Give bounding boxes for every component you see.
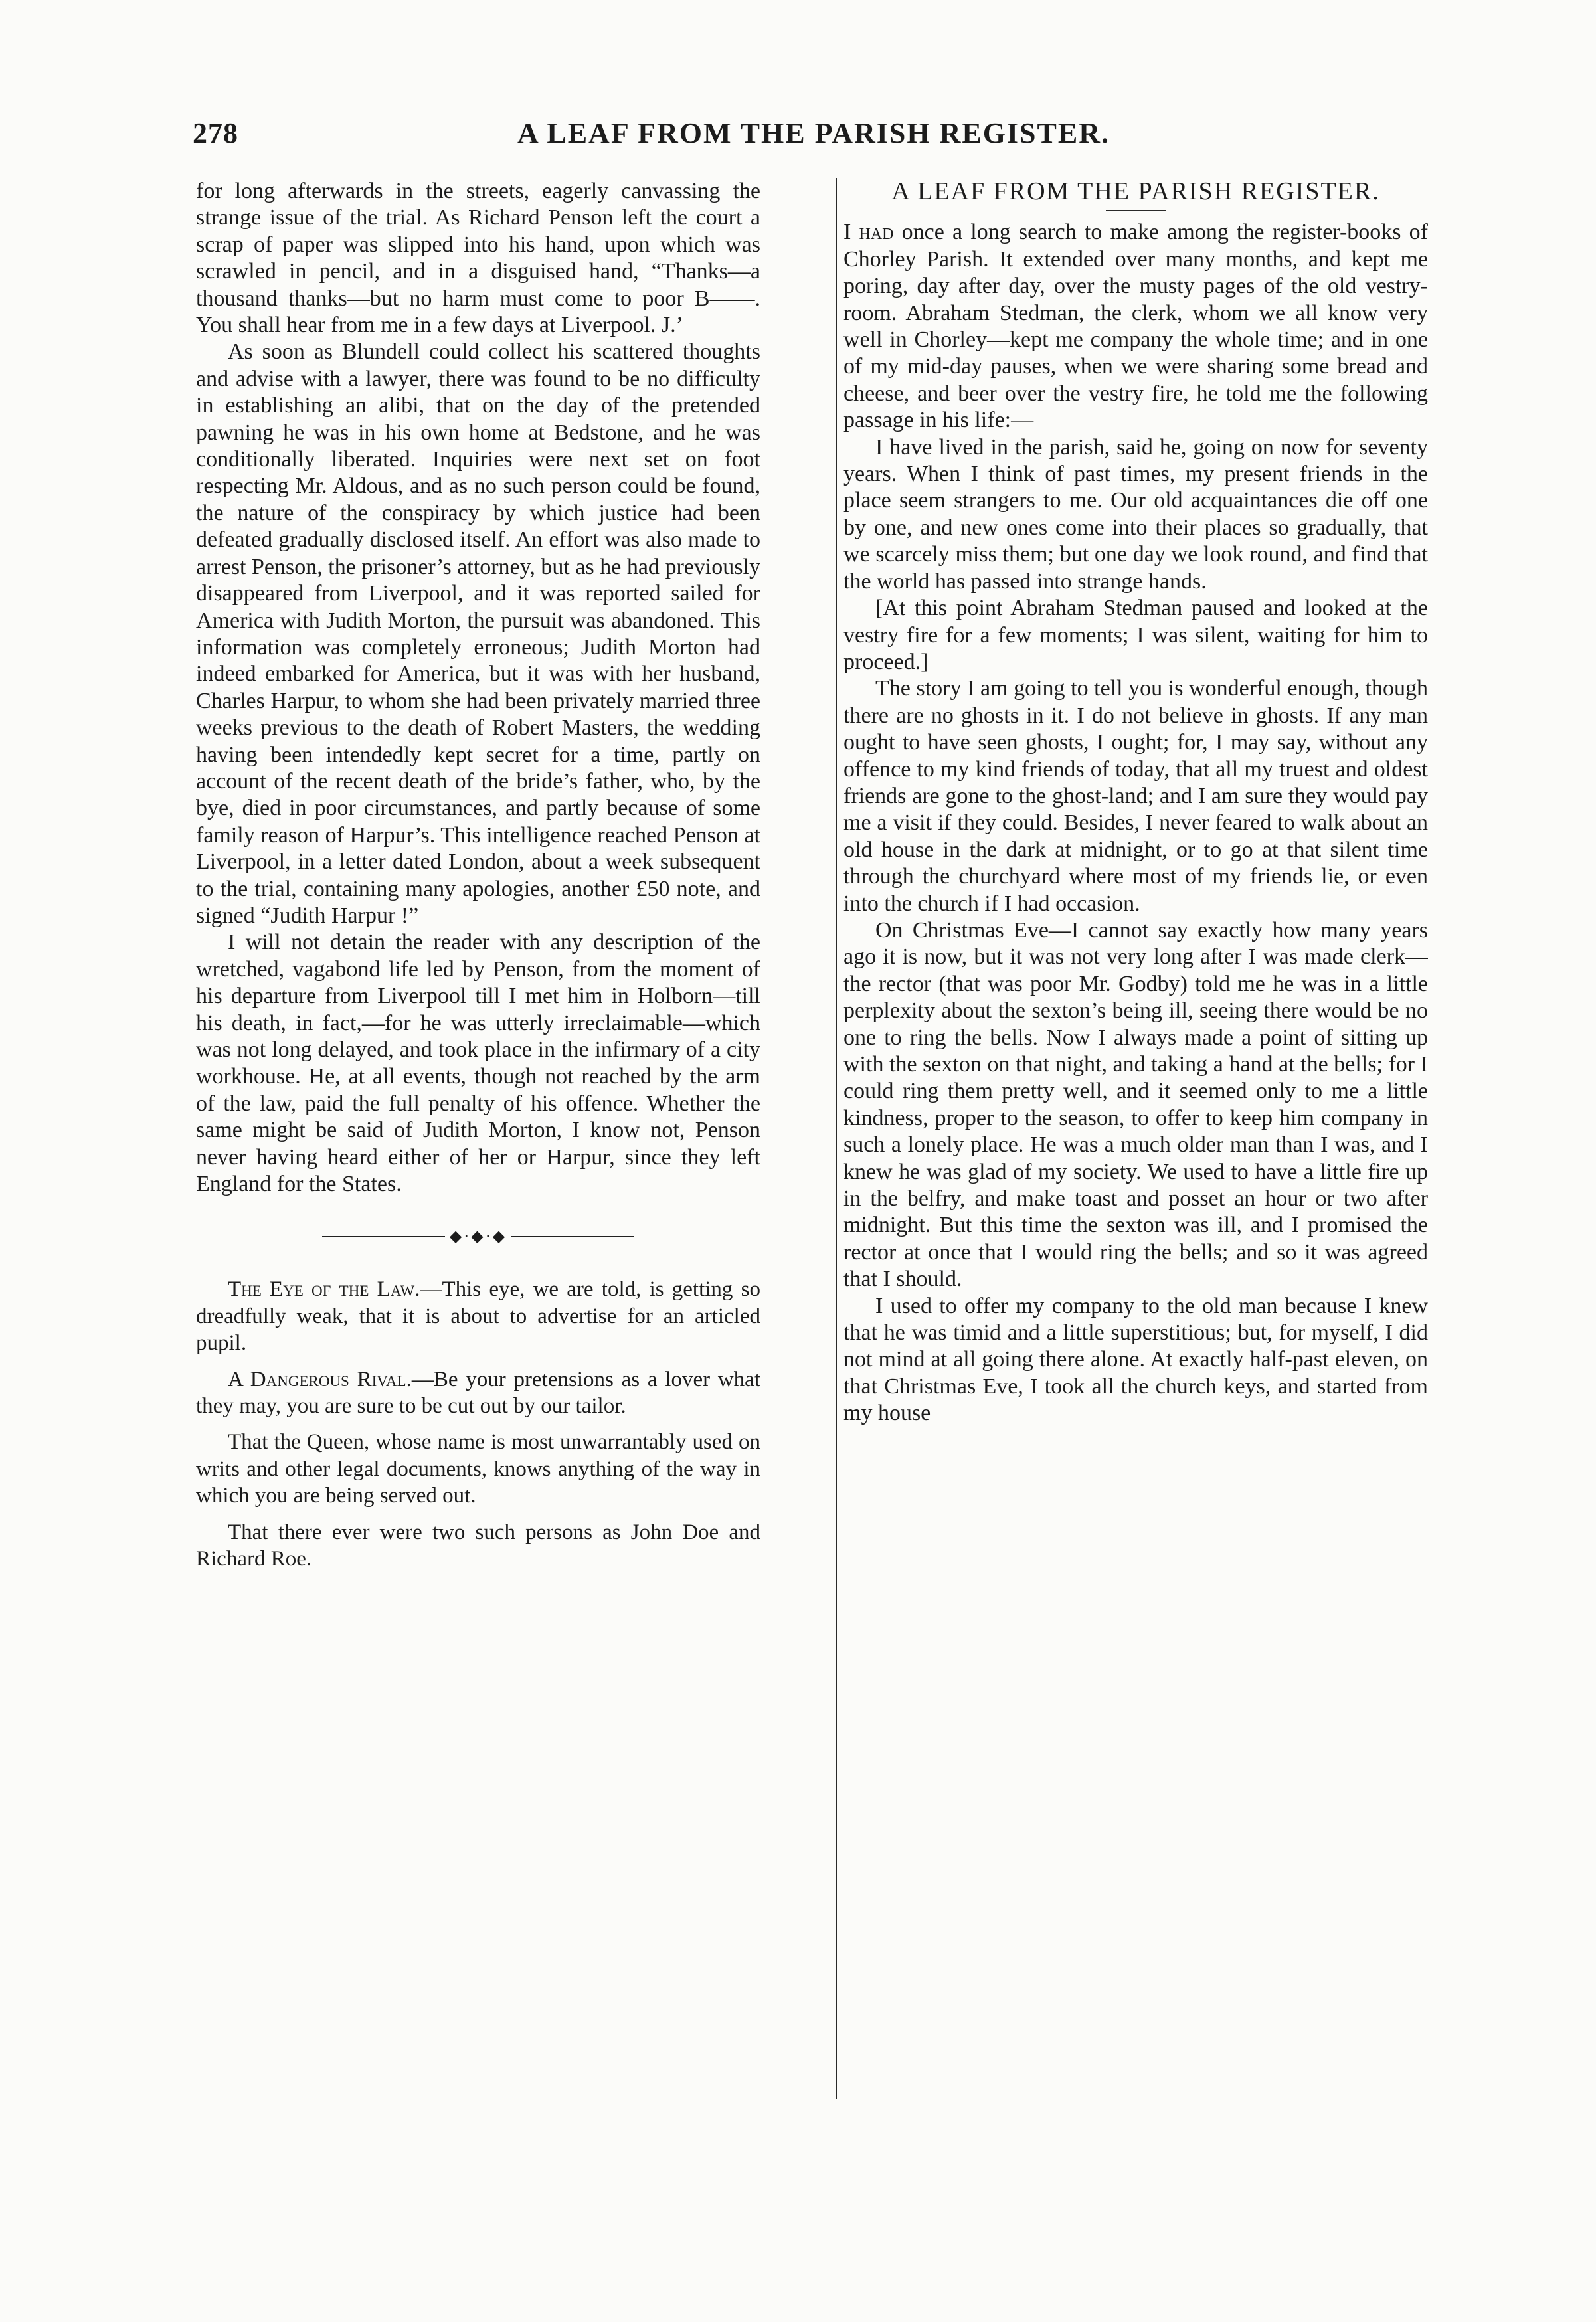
notice-paragraph — [196, 1519, 760, 1573]
opening-words: I had — [843, 220, 894, 245]
paragraph — [843, 219, 1428, 434]
notice-text: That there ever were two such persons as John Doe and Richard Roe. — [196, 1520, 760, 1571]
page-number: 278 — [193, 117, 238, 149]
title-rule — [1106, 210, 1166, 211]
running-head: A LEAF FROM THE PARISH REGISTER. — [517, 117, 1110, 149]
paragraph: I used to offer my company to the old man because I knew that he was timid and a little superstitious; but, for myself, I did not mind at all going there alone. At exactly half-past eleven, on that Christmas Eve, I took all the church keys, and started from my house — [843, 1293, 1428, 1426]
notice-paragraph — [196, 1366, 760, 1420]
notice-lead: A Dangerous Rival. — [228, 1367, 412, 1391]
article-title: A LEAF FROM THE PARISH REGISTER. — [891, 178, 1380, 205]
right-column — [843, 178, 1428, 2204]
ornament-glyphs: ◆·◆·◆ — [445, 1229, 511, 1244]
notice-paragraph — [196, 1276, 760, 1356]
paragraph: I will not detain the reader with any description of the wretched, vagabond life led by Penson, from the moment of his departure from Liverpool till I met him in Holborn—till his death, in fact,—for he was utterly irreclaimable—which was not long delayed, and took place in the infirmary of a city workhouse. He, at all events, though not reached by the arm of the law, paid the full penalty of his offence. Whether the same might be said of Judith Morton, I know not, Penson never having heard either of her or Harpur, since they left England for the States. — [196, 930, 760, 1197]
column-rule — [836, 178, 837, 2099]
page-header — [193, 116, 1435, 163]
left-column — [196, 178, 760, 2204]
notice-text: —This eye, we are told, is getting so dreadfully weak, that it is about to advertise for an articled pupil. — [196, 1277, 760, 1356]
notice-text: That the Queen, whose name is most unwarrantably used on writs and other legal documents, knows anything of the way in which you are being served out. — [196, 1430, 760, 1508]
ornament-divider — [322, 1229, 634, 1244]
paragraph: I have lived in the parish, said he, going on now for seventy years. When I think of past times, my present friends in the place seem strangers to me. Our old acquaintances die off one by one, and new ones come into their places so gradually, that we scarcely miss them; but one day we look round, and find that the world has passed into strange hands. — [843, 434, 1428, 594]
notice-lead: The Eye of the Law. — [228, 1277, 420, 1302]
paragraph: As soon as Blundell could collect his scattered thoughts and advise with a lawyer, there was found to be no difficulty in establishing an alibi, that on the day of the pretended pawning he was in his own home at Bedstone, and he was conditionally liberated. Inquiries were next set on foot respecting Mr. Aldous, and as no such person could be found, the nature of the conspiracy by which justice had been defeated gradually disclosed itself. An effort was also made to arrest Penson, the prisoner’s attorney, but as he had previously disappeared from Liverpool, and it was reported sailed for America with Judith Morton, the pursuit was abandoned. This information was completely erroneous; Judith Morton had indeed embarked for America, but it was with her husband, Charles Harpur, to whom she had been privately married three weeks previous to the death of Robert Masters, the wedding having been intendedly kept secret for a time, partly on account of the recent death of the bride’s father, who, by the bye, died in poor circumstances, and partly because of some family reason of Harpur’s. This intelligence reached Penson at Liverpool, in a letter dated London, about a week subsequent to the trial, containing many apologies, another £50 note, and signed “Judith Harpur !” — [196, 339, 760, 928]
paragraph-text: once a long search to make among the register-books of Chorley Parish. It extended over many months, and kept me poring, day after day, over the musty pages of the old vestry-room. Abraham Stedman, the clerk, whom we all know very well in Chorley—kept me company the whole time; and in one of my mid-day pauses, when we were sharing some bread and cheese, and beer over the vestry fire, he told me the following passage in his life:— — [843, 220, 1428, 433]
paragraph: for long afterwards in the streets, eagerly canvassing the strange issue of the trial. As Richard Penson left the court a scrap of paper was slipped into his hand, upon which was scrawled in pencil, and in a disguised hand, “Thanks—a thousand thanks—but no harm must come to poor B——. You shall hear from me in a few days at Liverpool. J.’ — [196, 179, 760, 338]
paragraph: On Christmas Eve—I cannot say exactly how many years ago it is now, but it was not very long after I was made clerk—the rector (that was poor Mr. Godby) told me he was in a little perplexity about the sexton’s being ill, seeing there would be no one to ring the bells. Now I always made a point of sitting up with the sexton on that night, and taking a hand at the bells; for I could ring them pretty well, and it seemed only to me a little kindness, proper to the season, to offer to keep him company in such a lonely place. He was a much older man than I was, and I knew he was glad of my society. We used to have a little fire up in the belfry, and make toast and posset an hour or two after midnight. But this time the sexton was ill, and I promised the rector at once that I would ring the bells; and so it was agreed that I should. — [843, 917, 1428, 1292]
paragraph: The story I am going to tell you is wonderful enough, though there are no ghosts in it. I do not believe in ghosts. If any man ought to have seen ghosts, I ought; for, I may say, without any offence to my kind friends of today, that all my truest and oldest friends are gone to the ghost-land; and I am sure they would pay me a visit if they could. Besides, I never feared to walk about an old house in the dark at midnight, or to go at that silent time through the churchyard where most of my friends lie, or even into the church if I had occasion. — [843, 676, 1428, 916]
paragraph: [At this point Abraham Stedman paused and looked at the vestry fire for a few moments; I was silent, waiting for him to proceed.] — [843, 596, 1428, 674]
notice-paragraph — [196, 1429, 760, 1509]
notice-text: —Be your pretensions as a lover what they may, you are sure to be cut out by our tailor. — [196, 1367, 760, 1419]
